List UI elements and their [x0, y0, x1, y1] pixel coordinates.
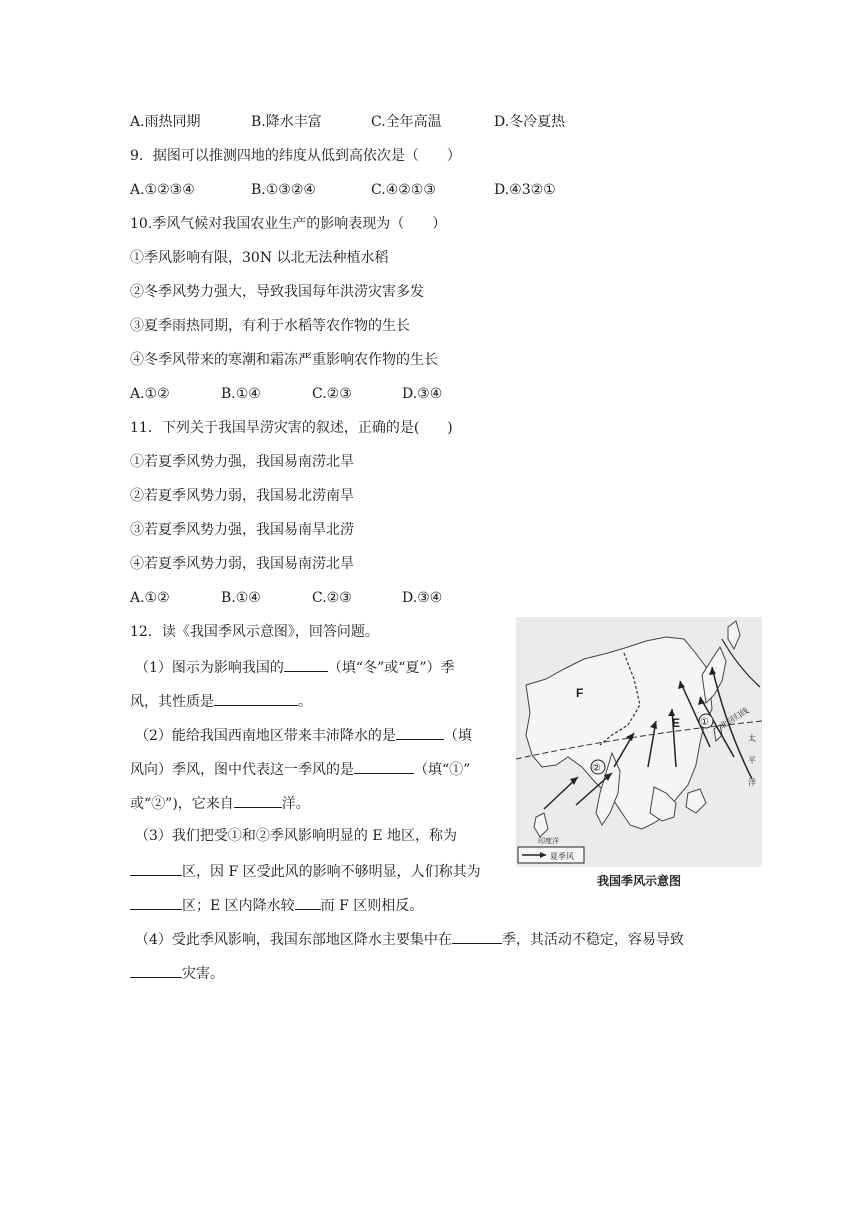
q9-option-a: A.①②③④ [130, 182, 195, 198]
q9-option-d: D.④3②① [494, 182, 556, 198]
q11-option-a: A.①② [130, 590, 170, 606]
monsoon-map-figure [516, 617, 762, 893]
q10-option-a: A.①② [130, 386, 170, 402]
map-label-yang: 洋 [748, 778, 756, 787]
map-label-two: ② [592, 763, 601, 774]
q11-option-d: D.③④ [402, 590, 443, 606]
q9-option-b: B.①③②④ [251, 182, 316, 198]
q11-option-b: B.①④ [221, 590, 261, 606]
q10-stem: 10.季风气候对我国农业生产的影响表现为（ ） [130, 216, 447, 232]
answer-blank[interactable] [284, 656, 328, 672]
q10-option-d: D.③④ [402, 386, 443, 402]
answer-blank[interactable] [452, 928, 502, 944]
q12-part4-line1: （4）受此季风影响，我国东部地区降水主要集中在 季，其活动不稳定，容易导致 [135, 928, 684, 950]
q12-part2-line1: （2）能给我国西南地区带来丰沛降水的是 （填 [135, 724, 472, 746]
map-label-indian-ocean: 印度洋 [538, 837, 559, 845]
map-label-ping: 平 [748, 756, 756, 765]
q11-item-4: ④若夏季风势力弱，我国易南涝北旱 [130, 556, 354, 572]
monsoon-map [516, 617, 762, 867]
q11-item-2: ②若夏季风势力弱，我国易北涝南旱 [130, 488, 354, 504]
q12-part2-line3: 或“②”)，它来自 洋。 [130, 792, 310, 814]
q8-option-d: D.冬冷夏热 [494, 114, 566, 130]
q11-option-c: C.②③ [312, 590, 352, 606]
answer-blank[interactable] [396, 724, 444, 740]
q12-part3-line2: 区，因 F 区受此风的影响不够明显，人们称其为 [130, 860, 481, 882]
figure-caption: 我国季风示意图 [596, 874, 681, 888]
map-label-tai: 太 [748, 734, 756, 743]
q12-stem: 12．读《我国季风示意图》，回答问题。 [130, 624, 379, 640]
q12-part2-line2: 风向）季风，图中代表这一季风的是 （填“①” [130, 758, 470, 780]
q8-option-c: C.全年高温 [371, 114, 442, 130]
answer-blank[interactable] [214, 690, 298, 706]
map-legend-label: 夏季风 [550, 852, 574, 861]
q12-part3-line3: 区；E 区内降水较 而 F 区则相反。 [130, 894, 423, 916]
q10-item-1: ①季风影响有限，30N 以北无法种植水稻 [130, 250, 389, 266]
q8-option-b: B.降水丰富 [251, 114, 322, 130]
q12-part1-line2: 风，其性质是 。 [130, 690, 312, 712]
answer-blank[interactable] [295, 894, 321, 910]
q12-part3-line1: （3）我们把受①和②季风影响明显的 E 地区，称为 [135, 828, 458, 844]
q9-option-c: C.④②①③ [371, 182, 436, 198]
answer-blank[interactable] [130, 962, 182, 978]
q11-item-1: ①若夏季风势力强，我国易南涝北旱 [130, 454, 354, 470]
answer-blank[interactable] [354, 758, 414, 774]
answer-blank[interactable] [234, 792, 282, 808]
q12-part4-line2: 灾害。 [130, 962, 224, 984]
q9-stem: 9．据图可以推测四地的纬度从低到高依次是（ ） [130, 148, 461, 164]
q10-item-2: ②冬季风势力强大，导致我国每年洪涝灾害多发 [130, 284, 424, 300]
map-label-one: ① [700, 717, 709, 728]
q10-item-4: ④冬季风带来的寒潮和霜冻严重影响农作物的生长 [130, 352, 438, 368]
q8-option-a: A.雨热同期 [130, 114, 201, 130]
q12-part1-line1: （1）图示为影响我国的 （填“冬”或“夏”）季 [135, 656, 455, 678]
answer-blank[interactable] [130, 894, 182, 910]
q11-stem: 11．下列关于我国旱涝灾害的叙述，正确的是( ) [130, 420, 453, 436]
map-label-f: F [576, 686, 584, 700]
q10-option-b: B.①④ [221, 386, 261, 402]
answer-blank[interactable] [130, 860, 182, 876]
q11-item-3: ③若夏季风势力强，我国易南旱北涝 [130, 522, 354, 538]
q10-option-c: C.②③ [312, 386, 352, 402]
q10-item-3: ③夏季雨热同期，有利于水稻等农作物的生长 [130, 318, 410, 334]
map-label-e: E [672, 716, 681, 730]
map-label-tropic: 北回归线 [718, 706, 751, 731]
